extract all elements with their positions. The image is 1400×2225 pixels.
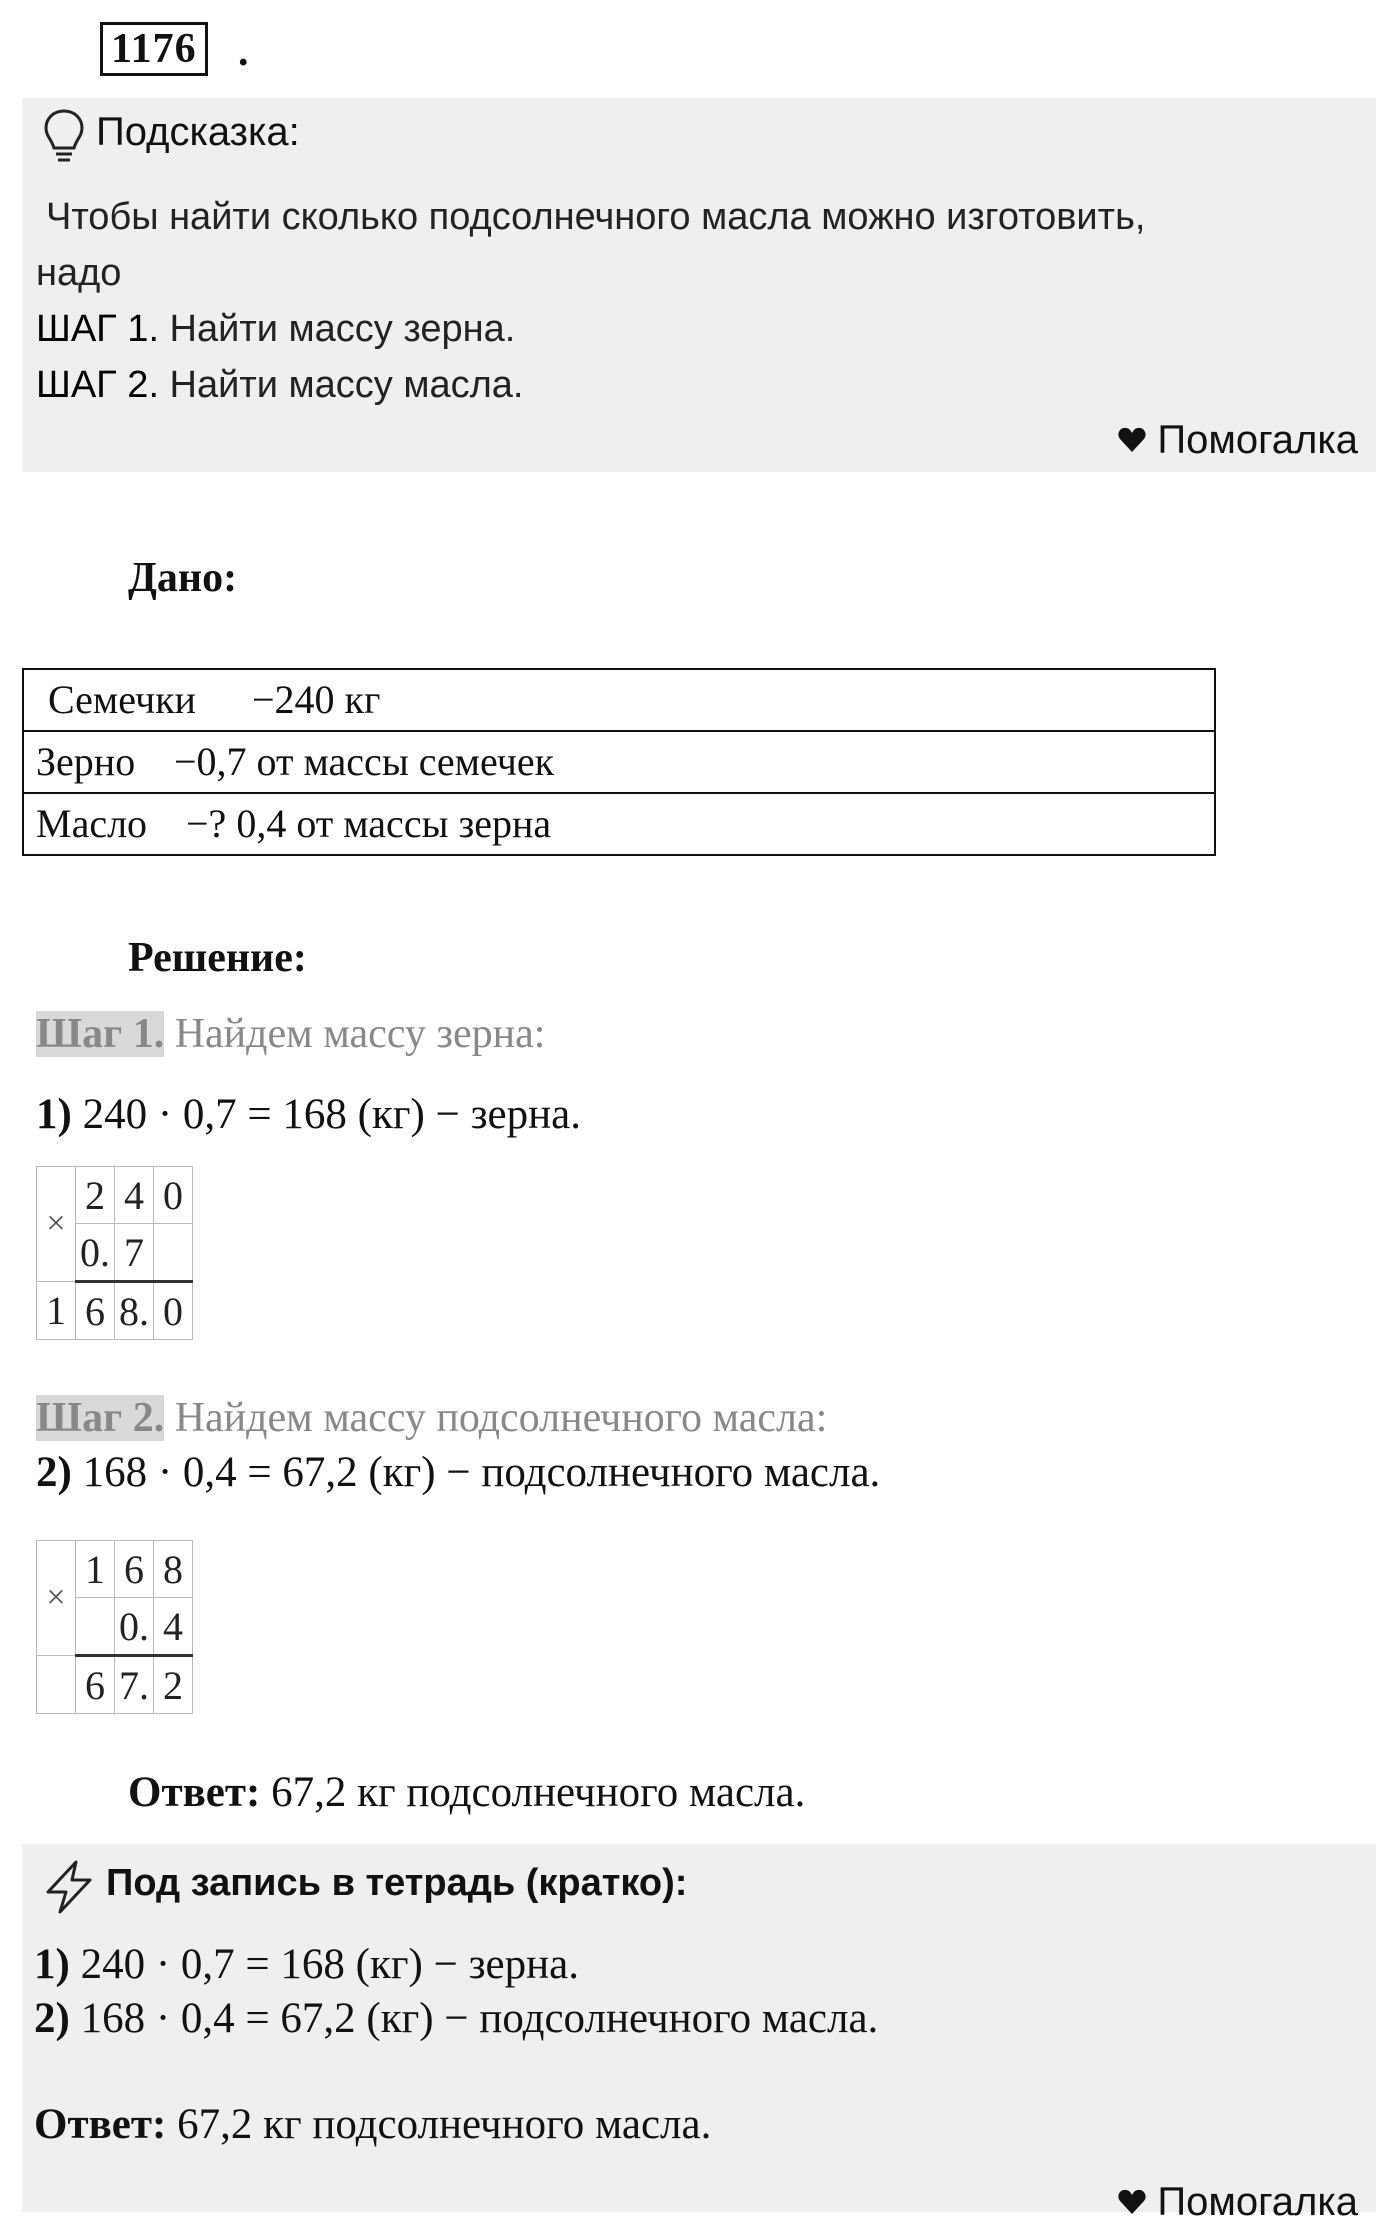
hint-title: Подсказка:: [96, 110, 300, 154]
grid-cell: 7: [115, 1224, 154, 1282]
equation-1-number: 1): [36, 1091, 72, 1138]
grid-cell: 0.: [76, 1224, 115, 1282]
grid-cell: 2: [154, 1656, 193, 1714]
step-1-label: Шаг 1.: [36, 1011, 165, 1057]
notebook-eq-2-text: 168 · 0,4 = 67,2 (кг) − подсолнечного масла.: [69, 1995, 879, 2042]
grid-cell: 1: [76, 1541, 115, 1598]
equation-2-text: 168 · 0,4 = 67,2 (кг) − подсолнечного масла.: [71, 1449, 881, 1496]
grid-cell: 4: [154, 1598, 193, 1656]
notebook-eq-2-number: 2): [34, 1995, 70, 2042]
notebook-equation-1: [34, 1940, 579, 1989]
problem-number: 1176: [100, 22, 208, 76]
grid-cell: 6: [76, 1282, 115, 1340]
grid-cell: 0: [154, 1282, 193, 1340]
notebook-answer-label: Ответ:: [34, 2101, 167, 2148]
given-row-name: Семечки: [48, 677, 196, 722]
hint-line-1: Чтобы найти сколько подсолнечного масла можно изготовить,: [46, 196, 1146, 238]
given-table: [22, 668, 1216, 856]
hint-step-2: [36, 364, 524, 407]
grid-cell: 2: [76, 1167, 115, 1224]
grid-cell: 8: [154, 1541, 193, 1598]
solution-heading: Решение:: [128, 935, 307, 981]
hint-step-1-label: ШАГ 1.: [36, 308, 159, 350]
hint-line-2: надо: [36, 252, 122, 294]
heart-icon: [1117, 2187, 1147, 2217]
grid-cell: 7.: [115, 1656, 154, 1714]
equation-2: [36, 1448, 880, 1497]
equation-2-number: 2): [36, 1449, 72, 1496]
brand-text: Помогалка: [1157, 418, 1358, 462]
heart-icon: [1117, 425, 1147, 455]
answer-text: 67,2 кг подсолнечного масла.: [260, 1769, 806, 1816]
brand-label: [1117, 418, 1358, 463]
brand-label: [1117, 2180, 1358, 2225]
given-row-name: Масло: [36, 801, 148, 846]
grid-cell: 6: [76, 1656, 115, 1714]
solution-step-2: [36, 1394, 827, 1442]
brand-text: Помогалка: [1157, 2180, 1358, 2224]
grid-cell: 6: [115, 1541, 154, 1598]
lightbulb-icon: [42, 108, 86, 166]
notebook-eq-1-text: 240 · 0,7 = 168 (кг) − зерна.: [69, 1941, 579, 1988]
hint-step-2-label: ШАГ 2.: [36, 364, 159, 406]
solution-step-1: [36, 1010, 545, 1058]
given-row-name: Зерно: [36, 739, 136, 784]
answer: [128, 1768, 805, 1817]
multiply-sign: ×: [37, 1541, 76, 1656]
grid-cell: 0: [154, 1167, 193, 1224]
multiplication-grid-1: [36, 1166, 193, 1340]
notebook-equation-2: [34, 1994, 878, 2043]
hint-panel: [22, 98, 1376, 472]
notebook-title: Под запись в тетрадь (кратко):: [106, 1862, 688, 1904]
grid-cell: 8.: [115, 1282, 154, 1340]
grid-cell: 0.: [115, 1598, 154, 1656]
grid-cell: [37, 1656, 76, 1714]
multiplication-grid-2: [36, 1540, 193, 1714]
step-2-label: Шаг 2.: [36, 1395, 165, 1441]
given-heading: Дано:: [128, 555, 238, 601]
grid-cell: [76, 1598, 115, 1656]
given-row-value: −240 кг: [252, 677, 381, 722]
multiply-sign: ×: [37, 1167, 76, 1282]
notebook-eq-1-number: 1): [34, 1941, 70, 1988]
step-2-text: Найдем массу подсолнечного масла:: [164, 1395, 828, 1441]
hint-step-2-text: Найти массу масла.: [159, 364, 524, 406]
problem-number-dot: .: [238, 29, 249, 75]
given-row-value: −0,7 от массы семечек: [174, 739, 555, 784]
given-row-seeds: [24, 670, 1214, 732]
given-row-value: −? 0,4 от массы зерна: [186, 801, 552, 846]
equation-1-text: 240 · 0,7 = 168 (кг) − зерна.: [71, 1091, 581, 1138]
lightning-icon: [40, 1858, 98, 1916]
step-1-text: Найдем массу зерна:: [164, 1011, 546, 1057]
equation-1: [36, 1090, 581, 1139]
grid-cell: 1: [37, 1282, 76, 1340]
notebook-answer-text: 67,2 кг подсолнечного масла.: [166, 2101, 712, 2148]
notebook-panel: [22, 1844, 1376, 2224]
hint-step-1-text: Найти массу зерна.: [159, 308, 516, 350]
given-row-oil: [24, 794, 1214, 854]
grid-cell: 4: [115, 1167, 154, 1224]
grid-cell: [154, 1224, 193, 1282]
answer-label: Ответ:: [128, 1769, 261, 1816]
hint-step-1: [36, 308, 515, 351]
notebook-answer: [34, 2100, 711, 2149]
given-row-grain: [24, 732, 1214, 794]
